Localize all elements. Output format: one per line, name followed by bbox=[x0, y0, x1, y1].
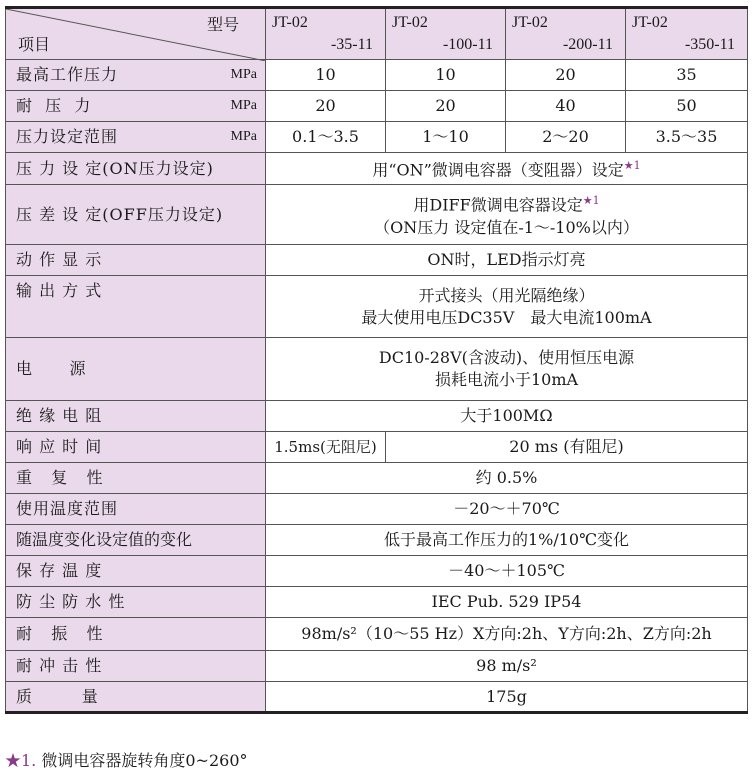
table-row bbox=[6, 556, 748, 587]
row-label: 最高工作压力 MPa bbox=[6, 60, 266, 91]
cell-value: 大于100MΩ bbox=[266, 401, 748, 432]
table-row bbox=[6, 60, 748, 91]
model-header-4: JT-02 -350-11 bbox=[626, 8, 748, 60]
cell-value: 约 0.5% bbox=[266, 463, 748, 494]
table-row bbox=[6, 682, 748, 713]
cell-value: 0.1～3.5 bbox=[266, 122, 386, 153]
model-header-1: JT-02 -35-11 bbox=[266, 8, 386, 60]
header-row bbox=[6, 8, 748, 60]
row-label: 保 存 温 度 bbox=[6, 556, 266, 587]
row-label: 绝 缘 电 阻 bbox=[6, 401, 266, 432]
row-label: 耐 冲 击 性 bbox=[6, 651, 266, 682]
cell-value: 用DIFF微调电容器设定$^{★1}$ （ON压力 设定值在-1～-10%以内） bbox=[266, 185, 748, 245]
cell-value: 1.5ms(无阻尼) bbox=[266, 432, 386, 463]
row-label: 质 量 bbox=[6, 682, 266, 713]
table-row bbox=[6, 276, 748, 338]
table-row bbox=[6, 432, 748, 463]
cell-value: 2～20 bbox=[506, 122, 626, 153]
row-label: 电 源 bbox=[6, 338, 266, 401]
cell-value: ON时，LED指示灯亮 bbox=[266, 245, 748, 276]
item-label: 项目 bbox=[18, 35, 51, 54]
cell-value: 20 bbox=[386, 91, 506, 122]
table-row bbox=[6, 401, 748, 432]
row-label: 重 复 性 bbox=[6, 463, 266, 494]
table-row bbox=[6, 587, 748, 618]
spec-table bbox=[5, 6, 748, 714]
cell-value: 20 ms (有阻尼) bbox=[386, 432, 748, 463]
cell-value: 10 bbox=[386, 60, 506, 91]
table-row bbox=[6, 651, 748, 682]
star-icon: ★1 bbox=[623, 159, 641, 173]
row-label: 动 作 显 示 bbox=[6, 245, 266, 276]
cell-value: 98 m/s² bbox=[266, 651, 748, 682]
cell-value: 20 bbox=[506, 60, 626, 91]
cell-value: 3.5～35 bbox=[626, 122, 748, 153]
cell-value: 35 bbox=[626, 60, 748, 91]
cell-value: 98m/s²（10～55 Hz）X方向:2h、Y方向:2h、Z方向:2h bbox=[266, 618, 748, 651]
table-row bbox=[6, 245, 748, 276]
cell-value: DC10-28V(含波动)、使用恒压电源 损耗电流小于10mA bbox=[266, 338, 748, 401]
table-row bbox=[6, 122, 748, 153]
cell-value: 低于最高工作压力的1%/10℃变化 bbox=[266, 525, 748, 556]
row-label: 耐 振 性 bbox=[6, 618, 266, 651]
row-label: 压 力 设 定(ON压力设定) bbox=[6, 153, 266, 185]
table-row bbox=[6, 153, 748, 185]
footnote-text: 微调电容器旋转角度0~260° bbox=[41, 751, 248, 770]
row-label: 使用温度范围 bbox=[6, 494, 266, 525]
table-row bbox=[6, 463, 748, 494]
star-icon: ★1 bbox=[582, 194, 600, 208]
cell-value: 175g bbox=[266, 682, 748, 713]
cell-value: 50 bbox=[626, 91, 748, 122]
model-label: 型号 bbox=[206, 15, 239, 34]
table-row bbox=[6, 185, 748, 245]
star-icon: ★1. bbox=[5, 751, 37, 770]
model-header-3: JT-02 -200-11 bbox=[506, 8, 626, 60]
row-label: 耐 压 力 MPa bbox=[6, 91, 266, 122]
cell-value: 40 bbox=[506, 91, 626, 122]
row-label: 随温度变化设定值的变化 bbox=[6, 525, 266, 556]
cell-value: 20 bbox=[266, 91, 386, 122]
table-row bbox=[6, 91, 748, 122]
table-row bbox=[6, 618, 748, 651]
table-row bbox=[6, 494, 748, 525]
table-row bbox=[6, 338, 748, 401]
row-label: 压力设定范围 MPa bbox=[6, 122, 266, 153]
table-row bbox=[6, 525, 748, 556]
cell-value: 10 bbox=[266, 60, 386, 91]
footnote bbox=[5, 748, 248, 771]
cell-value: 开式接头（用光隔绝缘） 最大使用电压DC35V 最大电流100mA bbox=[266, 276, 748, 338]
row-label: 响 应 时 间 bbox=[6, 432, 266, 463]
cell-value: 1～10 bbox=[386, 122, 506, 153]
row-label: 输 出 方 式 bbox=[6, 276, 266, 338]
cell-value: 用“ON”微调电容器（变阻器）设定$^{★1}$ bbox=[266, 153, 748, 185]
cell-value: －40～＋105℃ bbox=[266, 556, 748, 587]
model-header-2: JT-02 -100-11 bbox=[386, 8, 506, 60]
cell-value: －20～＋70℃ bbox=[266, 494, 748, 525]
row-label: 防 尘 防 水 性 bbox=[6, 587, 266, 618]
header-corner-cell bbox=[6, 8, 266, 60]
row-label: 压 差 设 定(OFF压力设定) bbox=[6, 185, 266, 245]
cell-value: IEC Pub. 529 IP54 bbox=[266, 587, 748, 618]
